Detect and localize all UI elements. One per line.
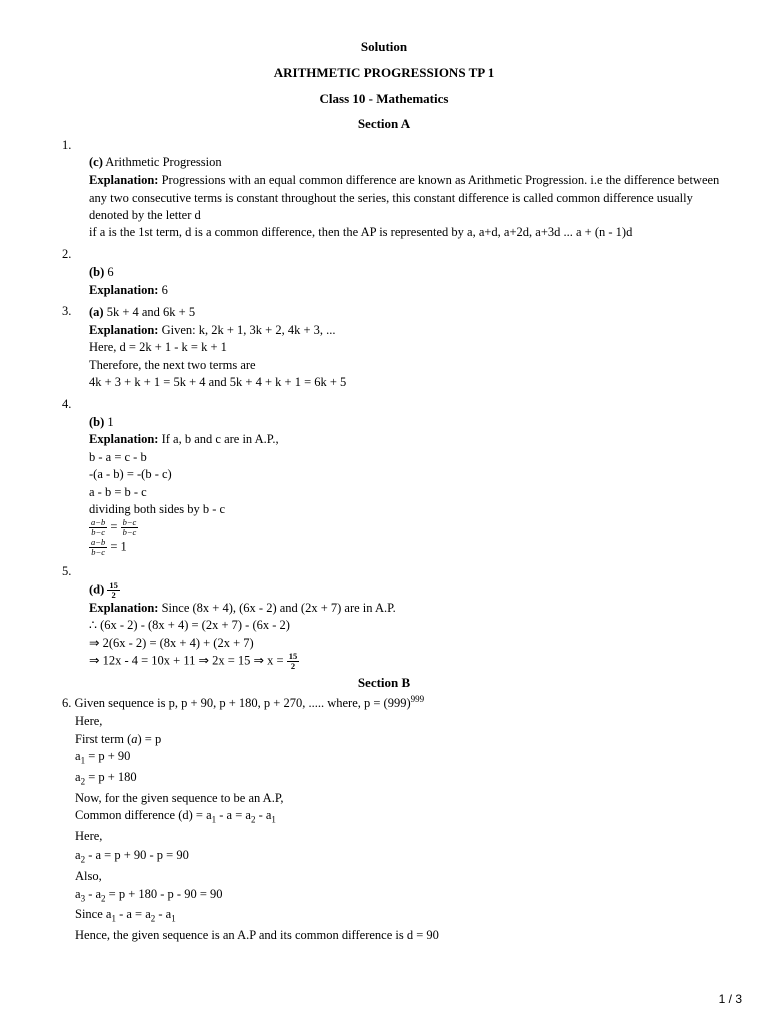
q4-step-3: a - b = b - c: [89, 485, 147, 499]
q6-now: Now, for the given sequence to be an A.P,: [75, 791, 284, 805]
q6-here: Here,: [75, 714, 103, 728]
q4-step-1: b - a = c - b: [89, 450, 147, 464]
page-number: 1 / 3: [718, 992, 742, 1006]
class-subtitle: Class 10 - Mathematics: [319, 91, 449, 106]
document-title: ARITHMETIC PROGRESSIONS TP 1: [273, 65, 495, 80]
q4-fraction-result: $\frac{a-b}{b-c}$ = 1: [91, 537, 127, 557]
q4-explanation: Explanation: If a, b and c are in A.P.,: [89, 432, 279, 446]
q4-fraction-equation: $\frac{a-b}{b-c}$ = $\frac{b-c}{b-c}$: [91, 517, 137, 537]
q6-diff-1: $a_2 - a = p + 90 - p = 90$: [75, 848, 189, 865]
q3-step-2: Therefore, the next two terms are: [89, 358, 256, 372]
q1-ap-formula: if a is the 1st term, d is a common difference, then the AP is represented by a, a+d, a+2d, a+3d ... a + (n - 1)d: [89, 225, 633, 239]
q6-intro: 6. Given sequence is p, p + 90, p + 180, p + 270, ..... where, $p = (999)^{999}$: [62, 694, 425, 711]
q3-explanation: Explanation: Given: k, 2k + 1, 3k + 2, 4k + 3, ...: [89, 323, 336, 337]
q6-also: Also,: [75, 869, 102, 883]
question-number-2: 2.: [62, 247, 72, 261]
q6-here-2: Here,: [75, 829, 103, 843]
solution-heading: Solution: [360, 39, 408, 54]
q2-explanation: Explanation: 6: [89, 283, 168, 297]
section-b-heading: Section B: [357, 675, 411, 690]
q5-step-3: ⇒ 12x - 4 = 10x + 11 ⇒ 2x = 15 ⇒ x = $\frac{15}{2}$: [89, 651, 298, 671]
q6-diff-2: $a_3 - a_2 = p + 180 - p - 90 = 90$: [75, 887, 223, 904]
q2-answer: (b) 6: [89, 265, 114, 279]
q6-common-difference: Common difference $(d) = a_1 - a = a_2 - a_1$: [75, 808, 276, 825]
question-number-3: 3.: [62, 304, 72, 318]
q4-step-4: dividing both sides by b - c: [89, 502, 226, 516]
q1-answer: (c) Arithmetic Progression: [89, 155, 222, 169]
q6-conclusion: Hence, the given sequence is an A.P and its common difference is d = 90: [75, 928, 439, 942]
q5-answer: (d) $\frac{15}{2}$: [89, 580, 118, 600]
q6-since: Since $a_1 - a = a_2 - a_1$: [75, 907, 176, 924]
q3-answer: (a) 5k + 4 and 6k + 5: [89, 305, 196, 319]
q5-step-1: ∴ (6x - 2) - (8x + 4) = (2x + 7) - (6x - 2): [89, 618, 290, 632]
question-number-5: 5.: [62, 564, 72, 578]
question-number-4: 4.: [62, 397, 72, 411]
section-a-heading: Section A: [357, 116, 411, 131]
q5-step-2: ⇒ 2(6x - 2) = (8x + 4) + (2x + 7): [89, 636, 254, 650]
q5-explanation: Explanation: Since (8x + 4), (6x - 2) and (2x + 7) are in A.P.: [89, 601, 396, 615]
q4-answer: (b) 1: [89, 415, 114, 429]
q3-step-3: 4k + 3 + k + 1 = 5k + 4 and 5k + 4 + k + 1 = 6k + 5: [89, 375, 347, 389]
q3-step-1: Here, d = 2k + 1 - k = k + 1: [89, 340, 227, 354]
q6-a2: $a_2 = p + 180$: [75, 770, 137, 787]
q6-first-term: First term (a) = p: [75, 732, 162, 746]
q1-explanation: Explanation: Progressions with an equal common difference are known as Arithmetic Progression. i.e the difference between any two consecutive terms is constant throughout the series, this constant difference is called common difference usually denoted by the letter d: [89, 173, 720, 222]
question-number-1: 1.: [62, 138, 72, 152]
q6-a1: $a_1 = p + 90$: [75, 749, 131, 766]
q4-step-2: -(a - b) = -(b - c): [89, 467, 172, 481]
